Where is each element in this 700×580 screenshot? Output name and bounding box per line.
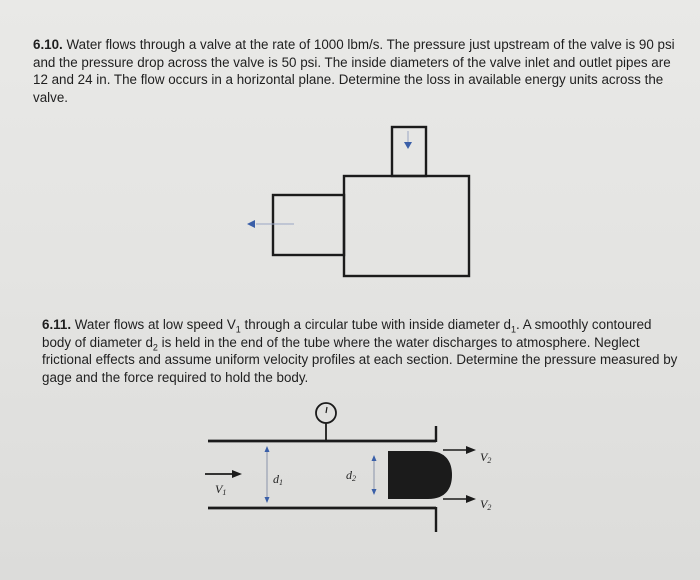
v2-top-label: V2	[480, 450, 492, 465]
gage-needle	[326, 407, 327, 413]
v2-top-arrowhead	[466, 446, 476, 454]
v2-bottom-arrowhead	[466, 495, 476, 503]
subscript: 1	[511, 324, 517, 335]
d1-arrow-down	[265, 497, 270, 503]
d2-arrow-up	[372, 455, 377, 461]
d2-label: d2	[346, 468, 356, 483]
d2-arrow-down	[372, 489, 377, 495]
v2-bottom-label: V2	[480, 497, 492, 512]
problem-text-part: is held in the end of the tube where the water discharges to atmosphere. Neglect frictional effects and assume uniform velocity profiles at each section. Determine the pressure measured by gage and the force required to hold the body.	[42, 334, 678, 385]
problem-text: Water flows through a valve at the rate of 1000 lbm/s. The pressure just upstream of the valve is 90 psi and the pressure drop across the valve is 50 psi. The inside diameters of the valve inlet and outlet pipes are 12 and 24 in. The flow occurs in a horizontal plane. Determine the loss in available energy units across the valve.	[33, 37, 675, 105]
problem-number: 6.10.	[33, 37, 63, 52]
problem-text-part: Water flows at low speed V	[74, 317, 236, 332]
d1-label: d1	[273, 472, 283, 487]
problem-number: 6.11.	[42, 317, 72, 332]
contoured-body	[388, 451, 452, 499]
subscript: 1	[235, 324, 241, 335]
subscript: 2	[152, 342, 158, 353]
problem-text-part: . A smoothly contoured body of diameter d	[42, 317, 652, 350]
d1-arrow-up	[265, 446, 270, 452]
problem-text-part: through a circular tube with inside diameter d	[240, 317, 511, 332]
v1-arrowhead	[232, 470, 242, 478]
v1-label: V1	[215, 482, 227, 497]
